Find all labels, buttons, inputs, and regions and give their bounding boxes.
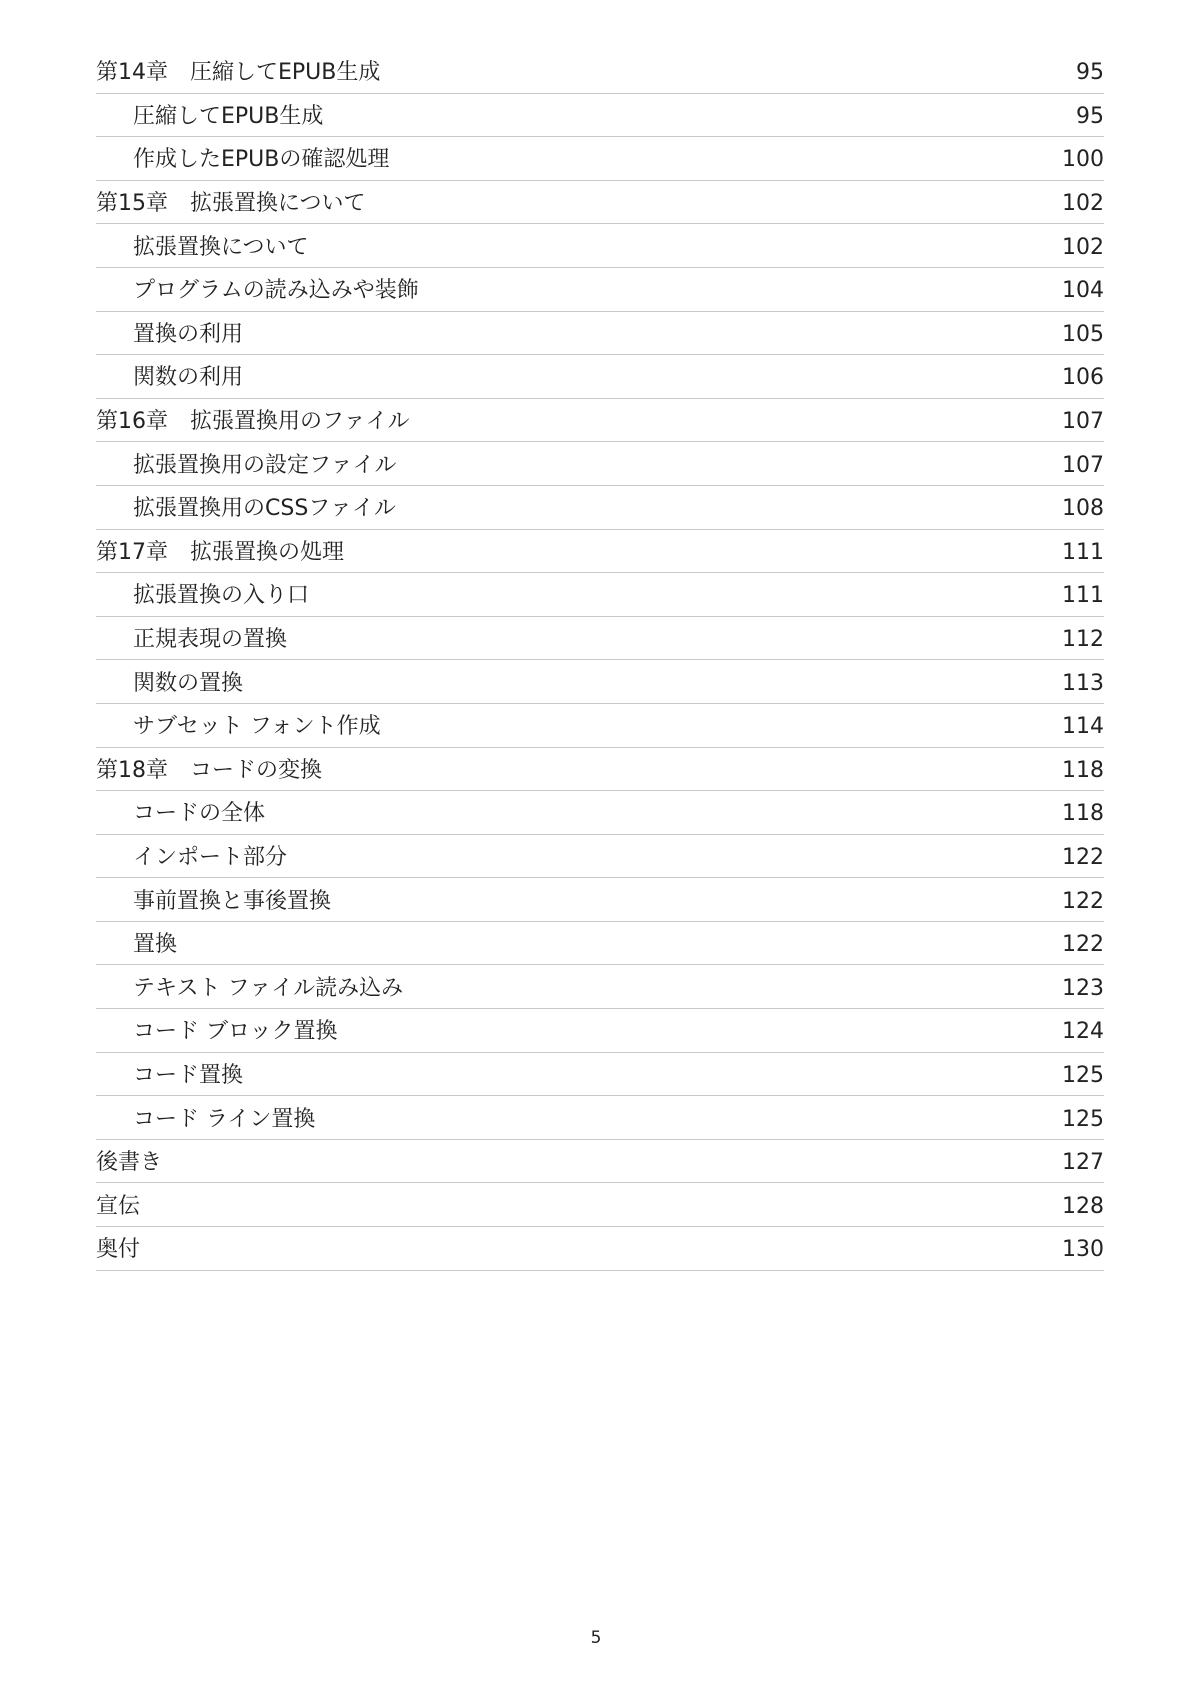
toc-entry-title: 奥付	[96, 1237, 141, 1263]
toc-chapter-row[interactable]	[96, 181, 1104, 225]
toc-entry-page: 122	[1062, 932, 1104, 958]
toc-entry-page: 106	[1062, 365, 1104, 391]
toc-section-row[interactable]	[96, 922, 1104, 966]
page-number: 5	[590, 1628, 602, 1648]
toc-entry-title: 第15章 拡張置換について	[96, 191, 366, 217]
toc-entry-page: 123	[1062, 975, 1104, 1001]
toc-entry-page: 125	[1062, 1106, 1104, 1132]
toc-entry-title: テキスト ファイル読み込み	[133, 975, 404, 1001]
toc-entry-title: 正規表現の置換	[133, 627, 288, 653]
toc-entry-title: 第17章 拡張置換の処理	[96, 539, 344, 565]
toc-entry-title: 置換	[133, 932, 178, 958]
toc-section-row[interactable]	[96, 442, 1104, 486]
toc-section-row[interactable]	[96, 878, 1104, 922]
toc-section-row[interactable]	[96, 355, 1104, 399]
toc-entry-page: 127	[1062, 1150, 1104, 1176]
toc-entry-page: 118	[1062, 757, 1104, 783]
toc-entry-page: 111	[1062, 583, 1104, 609]
toc-entry-page: 107	[1062, 409, 1104, 435]
toc-entry-title: コード ブロック置換	[133, 1019, 338, 1045]
toc-entry-page: 102	[1062, 191, 1104, 217]
toc-entry-title: 関数の利用	[133, 365, 244, 391]
toc-entry-page: 105	[1062, 321, 1104, 347]
toc-entry-page: 111	[1062, 539, 1104, 565]
toc-entry-title: 事前置換と事後置換	[133, 888, 332, 914]
toc-entry-page: 113	[1062, 670, 1104, 696]
toc-entry-title: コードの全体	[133, 801, 266, 827]
toc-section-row[interactable]	[96, 224, 1104, 268]
toc-entry-title: 作成したEPUBの確認処理	[133, 147, 390, 173]
toc-section-row[interactable]	[96, 791, 1104, 835]
toc-entry-title: サブセット フォント作成	[133, 714, 381, 740]
toc-section-row[interactable]	[96, 1096, 1104, 1140]
toc-entry-page: 114	[1062, 714, 1104, 740]
toc-entry-page: 102	[1062, 234, 1104, 260]
toc-entry-title: 拡張置換の入り口	[133, 583, 310, 609]
toc-entry-title: インポート部分	[133, 844, 288, 870]
toc-entry-page: 95	[1076, 103, 1104, 129]
toc-entry-title: コード ライン置換	[133, 1106, 316, 1132]
toc-section-row[interactable]	[96, 268, 1104, 312]
toc-entry-page: 112	[1062, 627, 1104, 653]
toc-entry-title: 置換の利用	[133, 321, 244, 347]
toc-entry-page: 104	[1062, 278, 1104, 304]
toc-entry-title: 圧縮してEPUB生成	[133, 103, 324, 129]
toc-section-row[interactable]	[96, 617, 1104, 661]
toc-section-row[interactable]	[96, 94, 1104, 138]
toc-entry-title: 宣伝	[96, 1193, 141, 1219]
toc-entry-title: 第18章 コードの変換	[96, 757, 322, 783]
toc-entry-page: 107	[1062, 452, 1104, 478]
toc-entry-page: 95	[1076, 60, 1104, 86]
toc-section-row[interactable]	[96, 137, 1104, 181]
toc-section-row[interactable]	[96, 1009, 1104, 1053]
toc-section-row[interactable]	[96, 573, 1104, 617]
toc-section-row[interactable]	[96, 486, 1104, 530]
toc-chapter-row[interactable]	[96, 1140, 1104, 1184]
toc-entry-page: 118	[1062, 801, 1104, 827]
toc-entry-page: 100	[1062, 147, 1104, 173]
toc-entry-title: コード置換	[133, 1062, 244, 1088]
toc-entry-page: 128	[1062, 1193, 1104, 1219]
toc-entry-title: 拡張置換について	[133, 234, 309, 260]
toc-entry-title: 拡張置換用のCSSファイル	[133, 496, 396, 522]
toc-entry-title: 後書き	[96, 1150, 163, 1176]
toc-entry-title: 拡張置換用の設定ファイル	[133, 452, 397, 478]
toc-entry-title: 第16章 拡張置換用のファイル	[96, 409, 410, 435]
toc-chapter-row[interactable]	[96, 1227, 1104, 1271]
toc-entry-page: 122	[1062, 888, 1104, 914]
toc-entry-title: プログラムの読み込みや装飾	[133, 278, 419, 304]
toc-chapter-row[interactable]	[96, 748, 1104, 792]
toc-section-row[interactable]	[96, 312, 1104, 356]
toc-section-row[interactable]	[96, 965, 1104, 1009]
toc-chapter-row[interactable]	[96, 50, 1104, 94]
toc-chapter-row[interactable]	[96, 399, 1104, 443]
toc-section-row[interactable]	[96, 835, 1104, 879]
toc-section-row[interactable]	[96, 1053, 1104, 1097]
toc-entry-page: 124	[1062, 1019, 1104, 1045]
toc-entry-title: 第14章 圧縮してEPUB生成	[96, 60, 381, 86]
toc-section-row[interactable]	[96, 660, 1104, 704]
toc-section-row[interactable]	[96, 704, 1104, 748]
table-of-contents	[96, 50, 1104, 1271]
toc-entry-page: 108	[1062, 496, 1104, 522]
toc-chapter-row[interactable]	[96, 1183, 1104, 1227]
toc-entry-page: 125	[1062, 1062, 1104, 1088]
toc-entry-title: 関数の置換	[133, 670, 244, 696]
toc-entry-page: 122	[1062, 844, 1104, 870]
toc-entry-page: 130	[1062, 1237, 1104, 1263]
toc-chapter-row[interactable]	[96, 530, 1104, 574]
